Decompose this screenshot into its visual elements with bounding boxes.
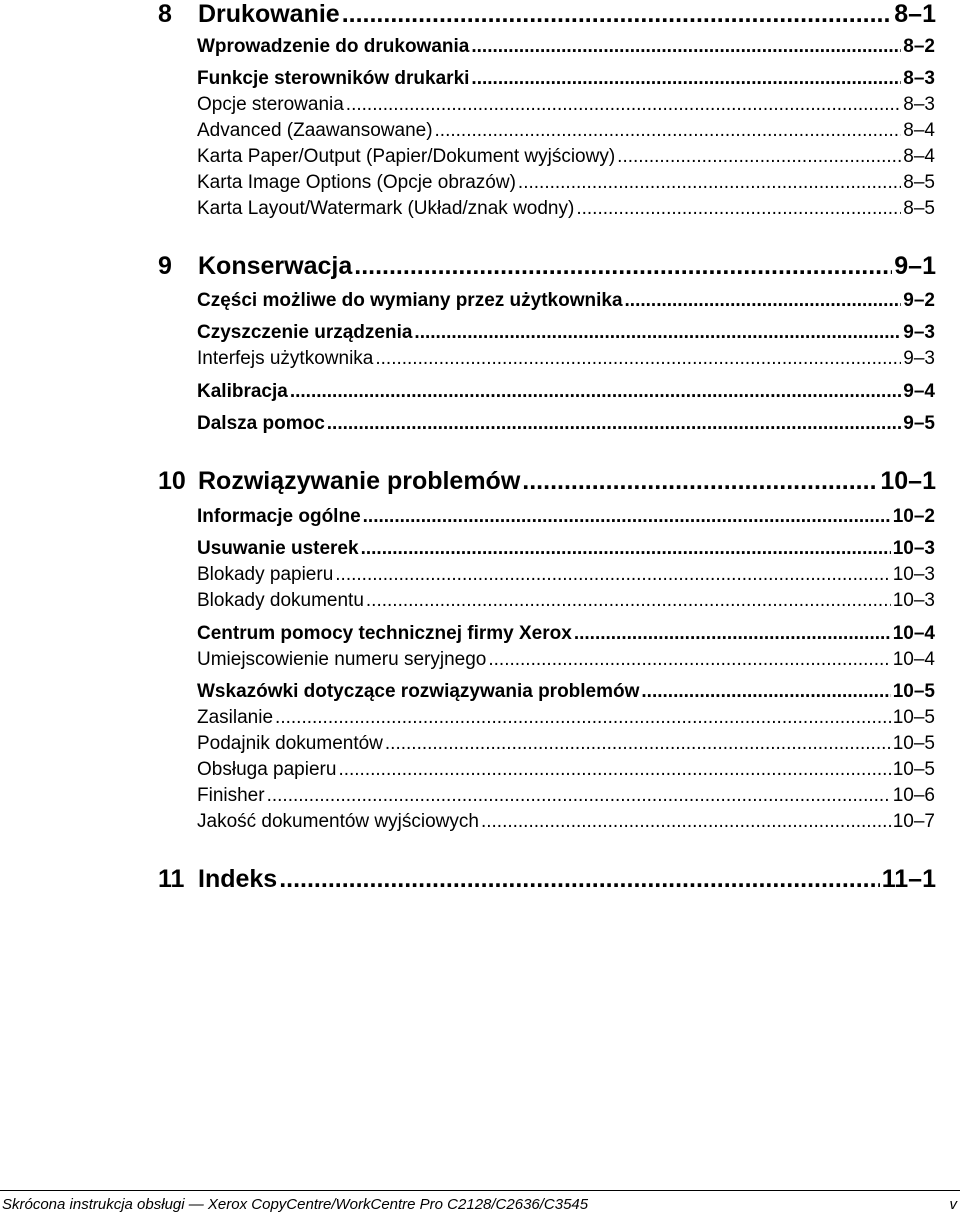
page-number: 10–4 [892, 649, 935, 670]
dot-leader [279, 865, 880, 894]
toc-entry[interactable] [197, 198, 935, 220]
toc-chapter-8[interactable] [158, 0, 936, 29]
page-number: 9–3 [903, 348, 935, 369]
toc-entry[interactable] [197, 348, 935, 370]
toc-chapter-10[interactable] [158, 467, 936, 496]
page-number: 8–3 [903, 94, 935, 115]
entry-title: Czyszczenie urządzenia [197, 322, 413, 343]
dot-leader [576, 198, 901, 220]
chapter-title: Konserwacja [198, 252, 353, 280]
page-number: 10–6 [892, 785, 935, 806]
toc-entry[interactable] [197, 120, 935, 142]
toc-entry[interactable] [197, 759, 935, 781]
entry-title: Wprowadzenie do drukowania [197, 36, 470, 57]
toc-entry[interactable] [197, 94, 935, 116]
entry-title: Karta Image Options (Opcje obrazów) [197, 172, 516, 193]
toc-entry[interactable] [197, 506, 935, 528]
chapter-title: Indeks [198, 865, 278, 893]
page-number: 9–3 [903, 322, 935, 343]
entry-title: Karta Paper/Output (Papier/Dokument wyjściowy) [197, 146, 616, 167]
page-number: 10–3 [892, 564, 935, 585]
dot-leader [574, 623, 891, 645]
entry-title: Centrum pomocy technicznej firmy Xerox [197, 623, 572, 644]
entry-title: Karta Layout/Watermark (Układ/znak wodny) [197, 198, 575, 219]
entry-title: Umiejscowienie numeru seryjnego [197, 649, 487, 670]
entry-title: Opcje sterowania [197, 94, 344, 115]
page-number: 8–2 [903, 36, 935, 57]
dot-leader [471, 68, 901, 90]
toc-entry[interactable] [197, 681, 935, 703]
toc-entry[interactable] [197, 649, 935, 671]
toc-entry[interactable] [197, 623, 935, 645]
dot-leader [361, 538, 891, 560]
dot-leader [385, 733, 891, 755]
toc-entry[interactable] [197, 381, 935, 403]
entry-title: Interfejs użytkownika [197, 348, 374, 369]
dot-leader [338, 759, 890, 781]
page-number: 10–4 [892, 623, 935, 644]
dot-leader [275, 707, 891, 729]
chapter-number: 8 [158, 0, 172, 28]
toc-entry[interactable] [197, 172, 935, 194]
page-number: 8–4 [903, 146, 935, 167]
dot-leader [471, 36, 901, 58]
toc-entry[interactable] [197, 538, 935, 560]
page-footer [2, 1196, 957, 1213]
page-number: 9–5 [903, 413, 935, 434]
entry-title: Finisher [197, 785, 265, 806]
page-number: 9–2 [903, 290, 935, 311]
dot-leader [617, 146, 901, 168]
toc-entry[interactable] [197, 413, 935, 435]
chapter-title: Drukowanie [198, 0, 340, 28]
dot-leader [366, 590, 891, 612]
toc-entry[interactable] [197, 785, 935, 807]
page-number: 8–5 [903, 172, 935, 193]
entry-title: Kalibracja [197, 381, 288, 402]
chapter-title: Rozwiązywanie problemów [198, 467, 521, 495]
toc-entry[interactable] [197, 590, 935, 612]
entry-title: Wskazówki dotyczące rozwiązywania problemów [197, 681, 640, 702]
page-number: 10–5 [892, 681, 935, 702]
page-number: 8–3 [903, 68, 935, 89]
chapter-number: 10 [158, 467, 186, 495]
dot-leader [518, 172, 901, 194]
entry-title: Informacje ogólne [197, 506, 361, 527]
page-number: 10–7 [892, 811, 935, 832]
toc-entry[interactable] [197, 733, 935, 755]
page-number: 9–4 [903, 381, 935, 402]
entry-title: Blokady papieru [197, 564, 334, 585]
dot-leader [335, 564, 890, 586]
toc-entry[interactable] [197, 811, 935, 833]
toc-entry[interactable] [197, 707, 935, 729]
footer-page-number: v [949, 1196, 957, 1213]
entry-title: Zasilanie [197, 707, 274, 728]
dot-leader [346, 94, 902, 116]
dot-leader [641, 681, 890, 703]
dot-leader [290, 381, 901, 403]
entry-title: Dalsza pomoc [197, 413, 325, 434]
page-number: 8–5 [903, 198, 935, 219]
dot-leader [481, 811, 891, 833]
page-number: 8–4 [903, 120, 935, 141]
toc-chapter-9[interactable] [158, 252, 936, 281]
entry-title: Jakość dokumentów wyjściowych [197, 811, 479, 832]
toc-entry[interactable] [197, 290, 935, 312]
entry-title: Advanced (Zaawansowane) [197, 120, 433, 141]
page-number: 10–5 [892, 707, 935, 728]
toc-entry[interactable] [197, 322, 935, 344]
page-number: 10–1 [880, 467, 936, 495]
toc-entry[interactable] [197, 36, 935, 58]
dot-leader [375, 348, 901, 370]
footer-rule [0, 1190, 960, 1191]
entry-title: Obsługa papieru [197, 759, 337, 780]
toc-chapter-11[interactable] [158, 865, 936, 894]
page-number: 10–3 [892, 590, 935, 611]
entry-title: Części możliwe do wymiany przez użytkownika [197, 290, 623, 311]
dot-leader [327, 413, 902, 435]
toc-entry[interactable] [197, 146, 935, 168]
dot-leader [625, 290, 902, 312]
entry-title: Podajnik dokumentów [197, 733, 383, 754]
dot-leader [354, 252, 892, 281]
page-number: 10–3 [892, 538, 935, 559]
page-number: 8–1 [894, 0, 936, 28]
page-number: 9–1 [894, 252, 936, 280]
page-number: 10–5 [892, 759, 935, 780]
toc-entry[interactable] [197, 68, 935, 90]
dot-leader [342, 0, 893, 29]
page-number: 10–2 [892, 506, 935, 527]
dot-leader [488, 649, 890, 671]
page-number: 11–1 [881, 865, 936, 893]
footer-title: Skrócona instrukcja obsługi — Xerox CopyCentre/WorkCentre Pro C2128/C2636/C3545 [2, 1196, 589, 1213]
chapter-number: 11 [158, 865, 185, 893]
dot-leader [522, 467, 878, 496]
toc-entry[interactable] [197, 564, 935, 586]
entry-title: Blokady dokumentu [197, 590, 364, 611]
dot-leader [435, 120, 902, 142]
entry-title: Usuwanie usterek [197, 538, 359, 559]
chapter-number: 9 [158, 252, 172, 280]
dot-leader [414, 322, 901, 344]
page-number: 10–5 [892, 733, 935, 754]
dot-leader [363, 506, 891, 528]
entry-title: Funkcje sterowników drukarki [197, 68, 470, 89]
dot-leader [267, 785, 891, 807]
